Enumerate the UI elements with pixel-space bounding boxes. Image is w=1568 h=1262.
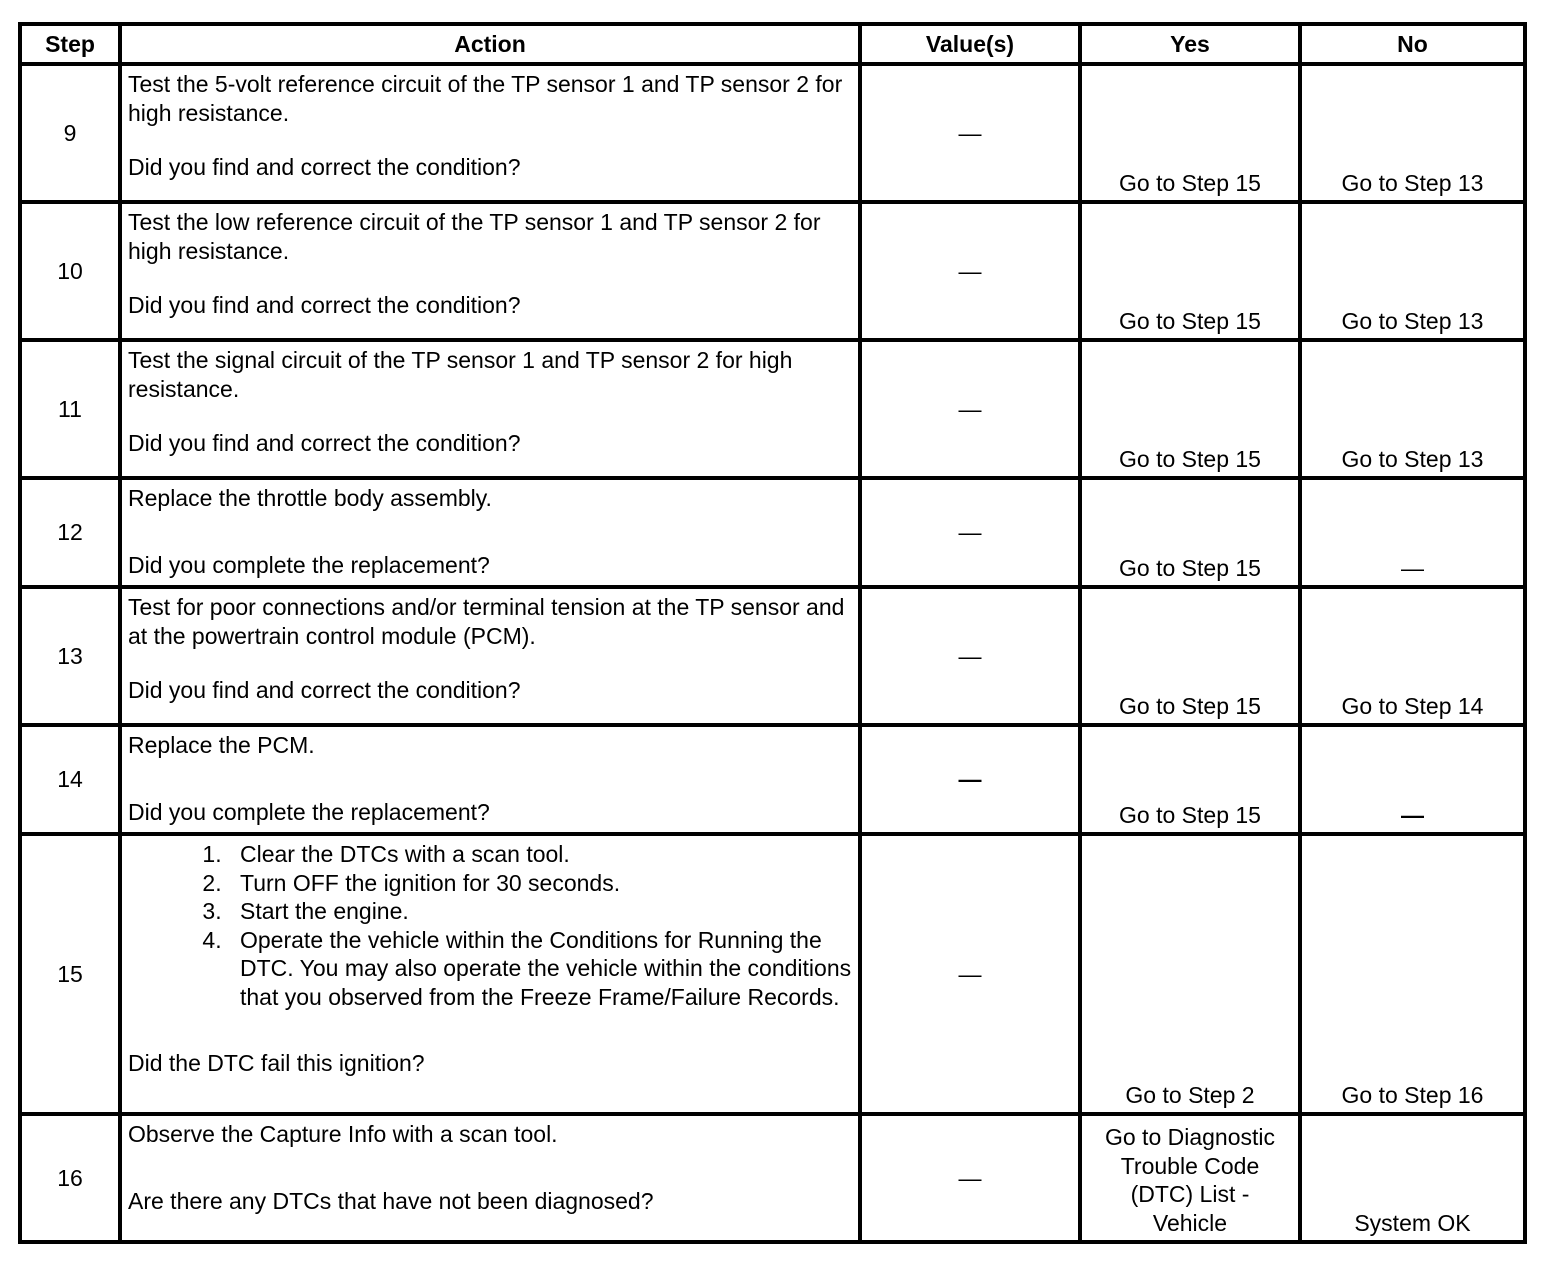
action-question: Did the DTC fail this ignition? <box>128 1050 425 1076</box>
action-question: Did you complete the replacement? <box>128 551 490 578</box>
table-row <box>20 725 1525 834</box>
action-cell <box>120 834 860 1114</box>
value-cell: — <box>860 478 1080 587</box>
action-cell <box>120 340 860 478</box>
action-question: Are there any DTCs that have not been diagnosed? <box>128 1187 654 1214</box>
value-cell: — <box>860 1114 1080 1242</box>
diagnostic-table <box>18 22 1527 1244</box>
header-action: Action <box>120 24 860 64</box>
action-instruction: Test the low reference circuit of the TP sensor 1 and TP sensor 2 for high resistance. <box>128 209 821 264</box>
table-row <box>20 1114 1525 1242</box>
step-number: 10 <box>20 202 120 340</box>
no-cell: Go to Step 14 <box>1300 587 1525 725</box>
action-cell <box>120 64 860 202</box>
step-number: 15 <box>20 834 120 1114</box>
step-number: 12 <box>20 478 120 587</box>
action-question: Did you find and correct the condition? <box>128 677 521 703</box>
yes-cell: Go to Step 15 <box>1080 64 1300 202</box>
step-number: 9 <box>20 64 120 202</box>
action-instruction: Test the 5-volt reference circuit of the TP sensor 1 and TP sensor 2 for high resistance. <box>128 71 843 126</box>
action-instruction: Replace the PCM. <box>128 732 315 758</box>
no-cell: Go to Step 13 <box>1300 340 1525 478</box>
procedure-step: 1. Clear the DTCs with a scan tool. <box>228 840 852 869</box>
table-row <box>20 834 1525 1114</box>
procedure-step: 4. Operate the vehicle within the Conditions for Running the DTC. You may also operate the vehicle within the conditions that you observed from the Freeze Frame/Failure Records. <box>228 926 852 1012</box>
yes-cell: Go to Step 15 <box>1080 202 1300 340</box>
yes-cell: Go to Step 2 <box>1080 834 1300 1114</box>
header-step: Step <box>20 24 120 64</box>
no-cell: System OK <box>1300 1114 1525 1242</box>
no-cell: Go to Step 16 <box>1300 834 1525 1114</box>
action-instruction: Replace the throttle body assembly. <box>128 485 492 511</box>
table-row <box>20 340 1525 478</box>
header-row <box>20 24 1525 64</box>
action-cell <box>120 1114 860 1242</box>
no-cell: Go to Step 13 <box>1300 64 1525 202</box>
value-cell: — <box>860 725 1080 834</box>
yes-cell: Go to Diagnostic Trouble Code (DTC) List - Vehicle <box>1080 1114 1300 1242</box>
procedure-step: 2. Turn OFF the ignition for 30 seconds. <box>228 869 852 898</box>
yes-cell: Go to Step 15 <box>1080 340 1300 478</box>
no-cell: Go to Step 13 <box>1300 202 1525 340</box>
action-question: Did you find and correct the condition? <box>128 430 521 456</box>
value-cell: — <box>860 834 1080 1114</box>
yes-cell: Go to Step 15 <box>1080 587 1300 725</box>
table-row <box>20 587 1525 725</box>
action-instruction: Test for poor connections and/or terminal tension at the TP sensor and at the powertrain control module (PCM). <box>128 594 845 649</box>
step-number: 11 <box>20 340 120 478</box>
yes-cell: Go to Step 15 <box>1080 478 1300 587</box>
action-instruction: Test the signal circuit of the TP sensor 1 and TP sensor 2 for high resistance. <box>128 347 793 402</box>
action-cell <box>120 202 860 340</box>
action-instruction: Observe the Capture Info with a scan tool. <box>128 1121 558 1147</box>
table-row <box>20 64 1525 202</box>
header-values: Value(s) <box>860 24 1080 64</box>
table-row <box>20 202 1525 340</box>
step-number: 16 <box>20 1114 120 1242</box>
action-cell <box>120 725 860 834</box>
procedure-list <box>128 840 852 1011</box>
step-number: 13 <box>20 587 120 725</box>
value-cell: — <box>860 340 1080 478</box>
value-cell: — <box>860 587 1080 725</box>
header-no: No <box>1300 24 1525 64</box>
action-question: Did you complete the replacement? <box>128 798 490 825</box>
header-yes: Yes <box>1080 24 1300 64</box>
value-cell: — <box>860 202 1080 340</box>
action-question: Did you find and correct the condition? <box>128 154 521 180</box>
table-row <box>20 478 1525 587</box>
action-cell <box>120 478 860 587</box>
yes-cell: Go to Step 15 <box>1080 725 1300 834</box>
value-cell: — <box>860 64 1080 202</box>
action-question: Did you find and correct the condition? <box>128 292 521 318</box>
action-cell <box>120 587 860 725</box>
procedure-step: 3. Start the engine. <box>228 897 852 926</box>
step-number: 14 <box>20 725 120 834</box>
no-cell: — <box>1300 725 1525 834</box>
no-cell: — <box>1300 478 1525 587</box>
